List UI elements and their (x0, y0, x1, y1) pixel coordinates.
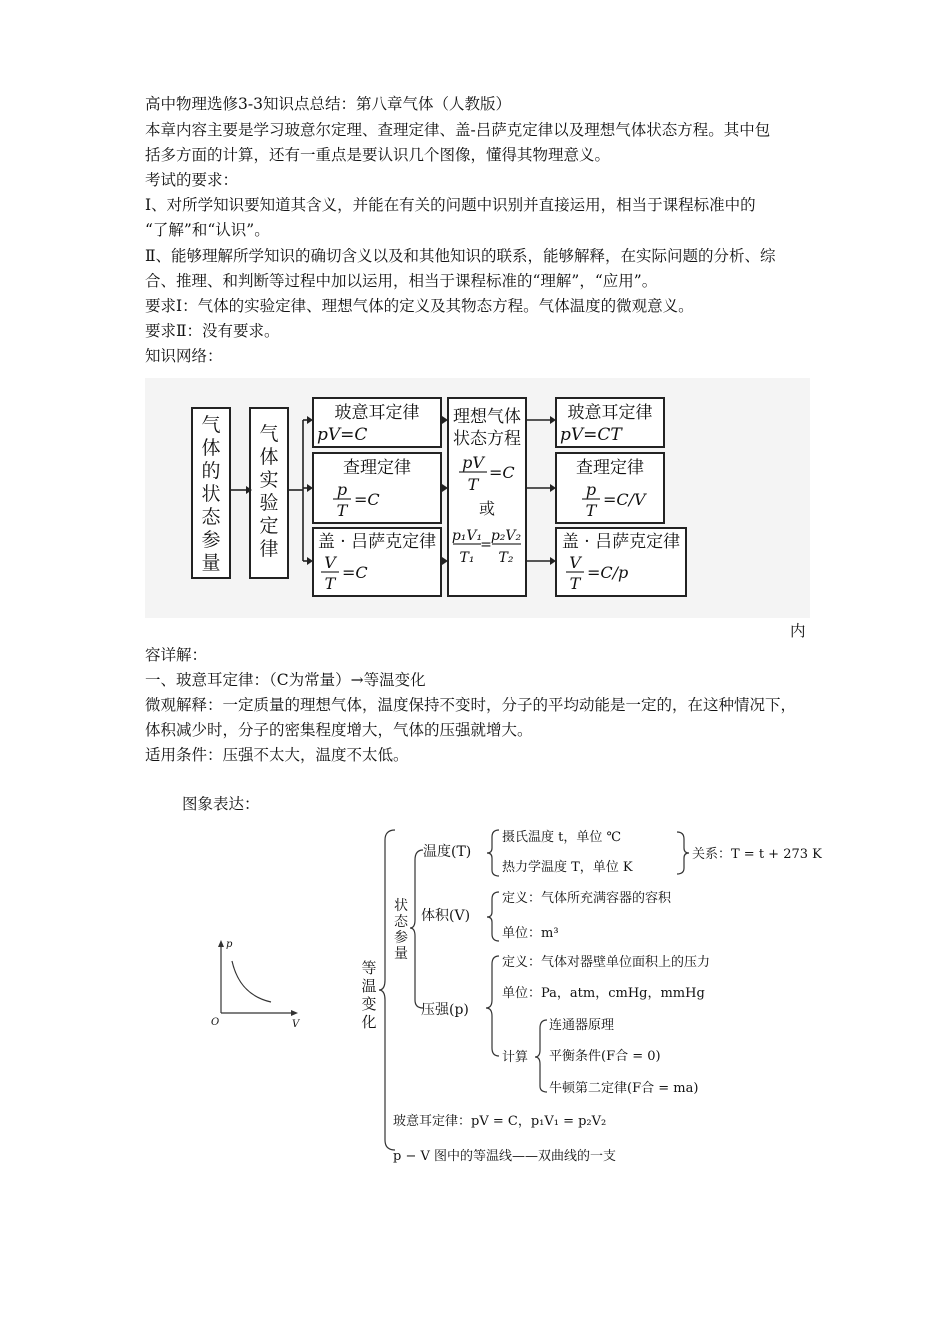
svg-text:律: 律 (259, 538, 279, 560)
temperature-label: 温度(T) (423, 844, 472, 860)
celsius-unit: 摄氏温度 t，单位 ℃ (502, 830, 622, 845)
intro-line-1: 本章内容主要是学习玻意尔定理、查理定律、盖-吕萨克定律以及理想气体状态方程。其中包 (145, 121, 771, 139)
svg-text:参: 参 (201, 529, 221, 551)
requirement-2-line-2: 合、推理、和判断等过程中加以运用，相当于课程标准的“理解”，“应用”。 (145, 272, 658, 290)
connected-vessel: 连通器原理 (549, 1018, 615, 1033)
svg-text:玻意耳定律: 玻意耳定律 (567, 403, 653, 423)
svg-text:=C/p: =C/p (587, 563, 629, 582)
origin-label: O (211, 1017, 220, 1028)
state-params-text (201, 414, 221, 574)
micro-line-2: 体积减少时，分子的密集程度增大，气体的压强就增大。 (145, 721, 533, 739)
svg-text:pV=CT: pV=CT (560, 425, 622, 445)
svg-text:化: 化 (361, 1013, 377, 1031)
svg-text:量: 量 (394, 946, 408, 962)
requirement-level-2: 要求Ⅱ：没有要求。 (145, 322, 280, 340)
requirement-2-line-1: Ⅱ、能够理解所学知识的确切含义以及和其他知识的联系，能够解释，在实际问题的分析、综 (145, 247, 776, 265)
knowledge-network-heading: 知识网络： (145, 347, 223, 365)
svg-text:参: 参 (394, 930, 408, 946)
svg-text:气: 气 (259, 423, 279, 445)
doc-title: 高中物理选修3-3知识点总结：第八章气体（人教版） (145, 95, 511, 113)
micro-line-1: 微观解释：一定质量的理想气体，温度保持不变时，分子的平均动能是一定的，在这种情况下， (145, 696, 797, 714)
svg-text:T₁: T₁ (459, 550, 475, 566)
svg-text:量: 量 (201, 552, 221, 574)
boyle-equation: pV=C (317, 425, 368, 445)
svg-text:等: 等 (361, 959, 377, 977)
newton-second-law: 牛顿第二定律(F合 = ma) (549, 1081, 699, 1096)
svg-text:V: V (324, 553, 336, 572)
volume-unit: 单位：m³ (502, 926, 559, 941)
svg-text:p₂V₂: p₂V₂ (490, 528, 522, 544)
svg-text:T₂: T₂ (498, 550, 514, 566)
charles-label: 查理定律 (343, 458, 411, 478)
svg-text:的: 的 (201, 460, 221, 482)
svg-text:=: = (480, 537, 492, 553)
svg-text:T: T (324, 574, 336, 593)
svg-text:p₁V₁: p₁V₁ (451, 528, 483, 544)
requirement-1-line-2: “了解”和“认识”。 (145, 221, 270, 239)
svg-text:pV: pV (462, 453, 484, 472)
svg-text:验: 验 (259, 492, 279, 514)
gay-lussac-label: 盖 · 吕萨克定律 (317, 532, 437, 552)
volume-definition: 定义：气体所充满容器的容积 (502, 891, 672, 906)
graph-label: 图象表达： (182, 795, 260, 813)
svg-text:定: 定 (259, 515, 279, 537)
svg-text:状: 状 (394, 898, 408, 914)
ideal-gas-box (448, 398, 526, 596)
temperature-relation: 关系：T = t + 273 K (692, 847, 822, 862)
svg-text:盖 · 吕萨克定律: 盖 · 吕萨克定律 (561, 532, 681, 552)
svg-text:T: T (585, 501, 597, 520)
svg-text:状态方程: 状态方程 (453, 429, 521, 449)
boyle-law-formula: 玻意耳定律：pV = C，p₁V₁ = p₂V₂ (393, 1114, 607, 1129)
isothermal-concept-tree (355, 820, 835, 1170)
kelvin-unit: 热力学温度 T，单位 K (502, 860, 633, 875)
volume-label: 体积(V) (421, 908, 471, 924)
svg-text:态: 态 (394, 914, 408, 930)
svg-text:V: V (569, 553, 581, 572)
svg-text:体: 体 (201, 437, 221, 459)
section-1-heading: 一、玻意耳定律：（C为常量）→等温变化 (145, 671, 426, 689)
svg-text:T: T (569, 574, 581, 593)
svg-text:变: 变 (361, 995, 377, 1013)
continuation-char: 内 (790, 622, 806, 640)
y-axis-label: p (226, 939, 233, 950)
requirement-1-line-1: Ⅰ、对所学知识要知道其含义，并能在有关的问题中识别并直接运用，相当于课程标准中的 (145, 196, 756, 214)
svg-text:实: 实 (259, 469, 279, 491)
svg-text:p: p (336, 480, 348, 499)
requirement-level-1: 要求Ⅰ：气体的实验定律、理想气体的定义及其物态方程。气体温度的微观意义。 (145, 297, 694, 315)
isotherm-description: p − V 图中的等温线——双曲线的一支 (393, 1149, 616, 1164)
svg-text:p: p (585, 480, 597, 499)
pv-isotherm-graph (205, 935, 310, 1030)
knowledge-network-diagram (145, 378, 810, 618)
equilibrium-condition: 平衡条件(F合 = 0) (549, 1049, 661, 1064)
exp-laws-text (259, 423, 278, 560)
x-axis-label: V (292, 1019, 300, 1030)
svg-text:=C: =C (489, 463, 515, 482)
requirements-heading: 考试的要求： (145, 171, 239, 189)
pressure-label: 压强(p) (421, 1002, 469, 1018)
svg-text:态: 态 (201, 506, 221, 528)
pressure-definition: 定义：气体对器壁单位面积上的压力 (502, 955, 711, 970)
tree-root-label (361, 959, 376, 1031)
svg-text:查理定律: 查理定律 (576, 458, 644, 478)
svg-text:T: T (336, 501, 348, 520)
svg-text:温: 温 (361, 977, 377, 995)
svg-text:体: 体 (259, 446, 279, 468)
state-params-label (394, 898, 409, 962)
svg-text:=C/V: =C/V (603, 490, 646, 509)
svg-text:=C: =C (354, 490, 380, 509)
calculation-label: 计算 (502, 1050, 529, 1065)
svg-text:=C: =C (342, 563, 368, 582)
svg-text:T: T (467, 475, 479, 494)
pressure-units: 单位：Pa，atm，cmHg，mmHg (502, 986, 705, 1001)
svg-text:状: 状 (201, 483, 221, 505)
svg-text:气: 气 (201, 414, 221, 436)
intro-line-2: 括多方面的计算，还有一重点是要认识几个图像，懂得其物理意义。 (145, 146, 611, 164)
conditions: 适用条件：压强不太大，温度不太低。 (145, 746, 409, 764)
detail-heading: 容详解： (145, 646, 208, 664)
boyle-label: 玻意耳定律 (334, 403, 420, 423)
svg-text:或: 或 (478, 499, 496, 518)
svg-text:理想气体: 理想气体 (453, 407, 521, 427)
